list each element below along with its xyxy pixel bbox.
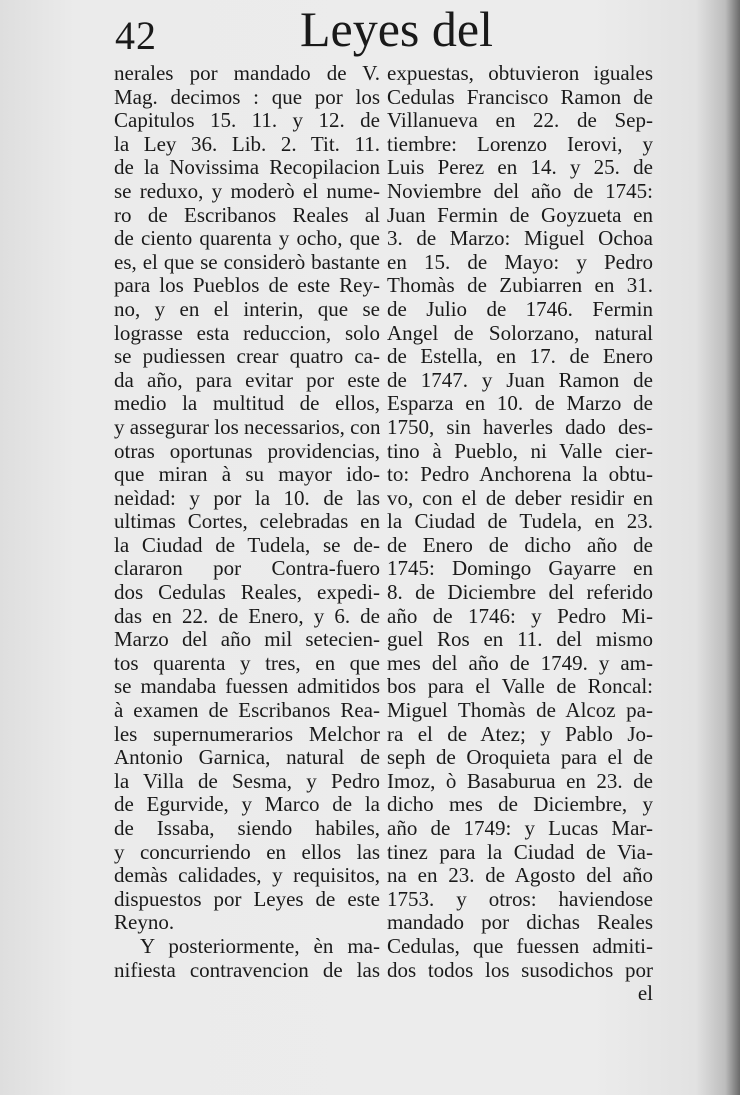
text-line: la Ciudad de Tudela, en 23. [387, 510, 653, 534]
text-line: 1745: Domingo Gayarre en [387, 557, 653, 581]
text-line: 1750, sin haverles dado des- [387, 415, 653, 439]
text-line: dicho mes de Diciembre, y [387, 793, 653, 817]
text-line: ra el de Atez; y Pablo Jo- [387, 722, 653, 746]
text-line: Cedulas, que fuessen admiti- [387, 934, 653, 958]
text-line: vo, con el de deber residir en [387, 486, 653, 510]
text-line: ro de Escribanos Reales al [114, 203, 380, 227]
text-line: Imoz, ò Basaburua en 23. de [387, 769, 653, 793]
text-line: to: Pedro Anchorena la obtu- [387, 463, 653, 487]
text-line: se pudiessen crear quatro ca- [114, 345, 380, 369]
text-line: nifiesta contravencion de las [114, 958, 380, 982]
text-line: Juan Fermin de Goyzueta en [387, 203, 653, 227]
text-line: da año, para evitar por este [114, 368, 380, 392]
catchword: el [637, 982, 653, 1006]
text-line: Angel de Solorzano, natural [387, 321, 653, 345]
text-line: demàs calidades, y requisitos, [114, 864, 380, 888]
text-line: de Issaba, siendo habiles, [114, 817, 380, 840]
text-line: se reduxo, y moderò el nume- [114, 179, 380, 203]
text-line: na en 23. de Agosto del año [387, 864, 653, 888]
text-line: guel Ros en 11. del mismo [387, 628, 653, 652]
text-line: de Estella, en 17. de Enero [387, 345, 653, 369]
text-line: y concurriendo en ellos las [114, 840, 380, 864]
page-number: 42 [115, 13, 157, 58]
text-line: Cedulas Francisco Ramon de [387, 85, 653, 109]
text-line: para los Pueblos de este Rey- [114, 274, 380, 298]
text-line: les supernumerarios Melchor [114, 722, 380, 746]
running-title: Leyes del [300, 1, 493, 57]
text-line: à examen de Escribanos Rea- [114, 699, 380, 723]
text-line: dos Cedulas Reales, expedi- [114, 581, 380, 605]
text-line: Esparza en 10. de Marzo de [387, 392, 653, 416]
text-line: bos para el Valle de Roncal: [387, 675, 653, 699]
text-line: Capitulos 15. 11. y 12. de [114, 109, 380, 133]
text-line: 8. de Diciembre del referido [387, 581, 653, 605]
text-line: mandado por dichas Reales [387, 911, 653, 935]
text-line: Miguel Thomàs de Alcoz pa- [387, 699, 653, 723]
text-line: la Ley 36. Lib. 2. Tit. 11. [114, 132, 380, 156]
text-line: dispuestos por Leyes de este [114, 887, 380, 911]
text-line: medio la multitud de ellos, [114, 392, 380, 416]
text-line: neìdad: y por la 10. de las [114, 486, 380, 510]
text-line: de Egurvide, y Marco de la [114, 793, 380, 817]
text-line: Villanueva en 22. de Sep- [387, 109, 653, 133]
text-line: ultimas Cortes, celebradas en [114, 510, 380, 534]
text-line: expuestas, obtuvieron iguales [387, 62, 653, 85]
text-line: dos todos los susodichos por [387, 958, 653, 982]
text-line: tos quarenta y tres, en que [114, 651, 380, 675]
text-line: año de 1746: y Pedro Mi- [387, 604, 653, 628]
left-column [114, 62, 380, 982]
text-line: de Enero de dicho año de [387, 533, 653, 557]
text-line: que miran à su mayor ido- [114, 463, 380, 487]
text-line: Luis Perez en 14. y 25. de [387, 156, 653, 180]
text-line: lograsse esta reduccion, solo [114, 321, 380, 345]
text-line: 1753. y otros: haviendose [387, 887, 653, 911]
text-line: de Julio de 1746. Fermin [387, 297, 653, 321]
text-line: de ciento quarenta y ocho, que [114, 227, 380, 251]
text-line: de 1747. y Juan Ramon de [387, 368, 653, 392]
text-line: se mandaba fuessen admitidos [114, 675, 380, 699]
text-line: año de 1749: y Lucas Mar- [387, 817, 653, 840]
text-line: seph de Oroquieta para el de [387, 746, 653, 770]
text-line: tinez para la Ciudad de Via- [387, 840, 653, 864]
text-line: la Villa de Sesma, y Pedro [114, 769, 380, 793]
text-line: la Ciudad de Tudela, se de- [114, 533, 380, 557]
text-line: Mag. decimos : que por los [114, 85, 380, 109]
right-column [387, 62, 653, 1006]
text-line: clararon por Contra-fuero [114, 557, 380, 581]
text-line: Reyno. [114, 911, 175, 935]
text-line: nerales por mandado de V. [114, 62, 380, 85]
text-line: mes del año de 1749. y am- [387, 651, 653, 675]
text-line: en 15. de Mayo: y Pedro [387, 250, 653, 274]
text-line: tino à Pueblo, ni Valle cier- [387, 439, 653, 463]
text-line: Y posteriormente, èn ma- [140, 934, 380, 958]
text-line: das en 22. de Enero, y 6. de [114, 604, 380, 628]
text-line: Antonio Garnica, natural de [114, 746, 380, 770]
text-line: Noviembre del año de 1745: [387, 179, 653, 203]
text-line: de la Novissima Recopilacion [114, 156, 380, 180]
text-line: tiembre: Lorenzo Ierovi, y [387, 132, 653, 156]
text-line: Marzo del año mil setecien- [114, 628, 380, 652]
text-line: Thomàs de Zubiarren en 31. [387, 274, 653, 298]
text-line: y assegurar los necessarios, con [114, 415, 380, 439]
text-line: 3. de Marzo: Miguel Ochoa [387, 227, 653, 251]
text-line: otras oportunas providencias, [114, 439, 380, 463]
text-line: es, el que se considerò bastante [114, 250, 380, 274]
text-line: no, y en el interin, que se [114, 297, 380, 321]
